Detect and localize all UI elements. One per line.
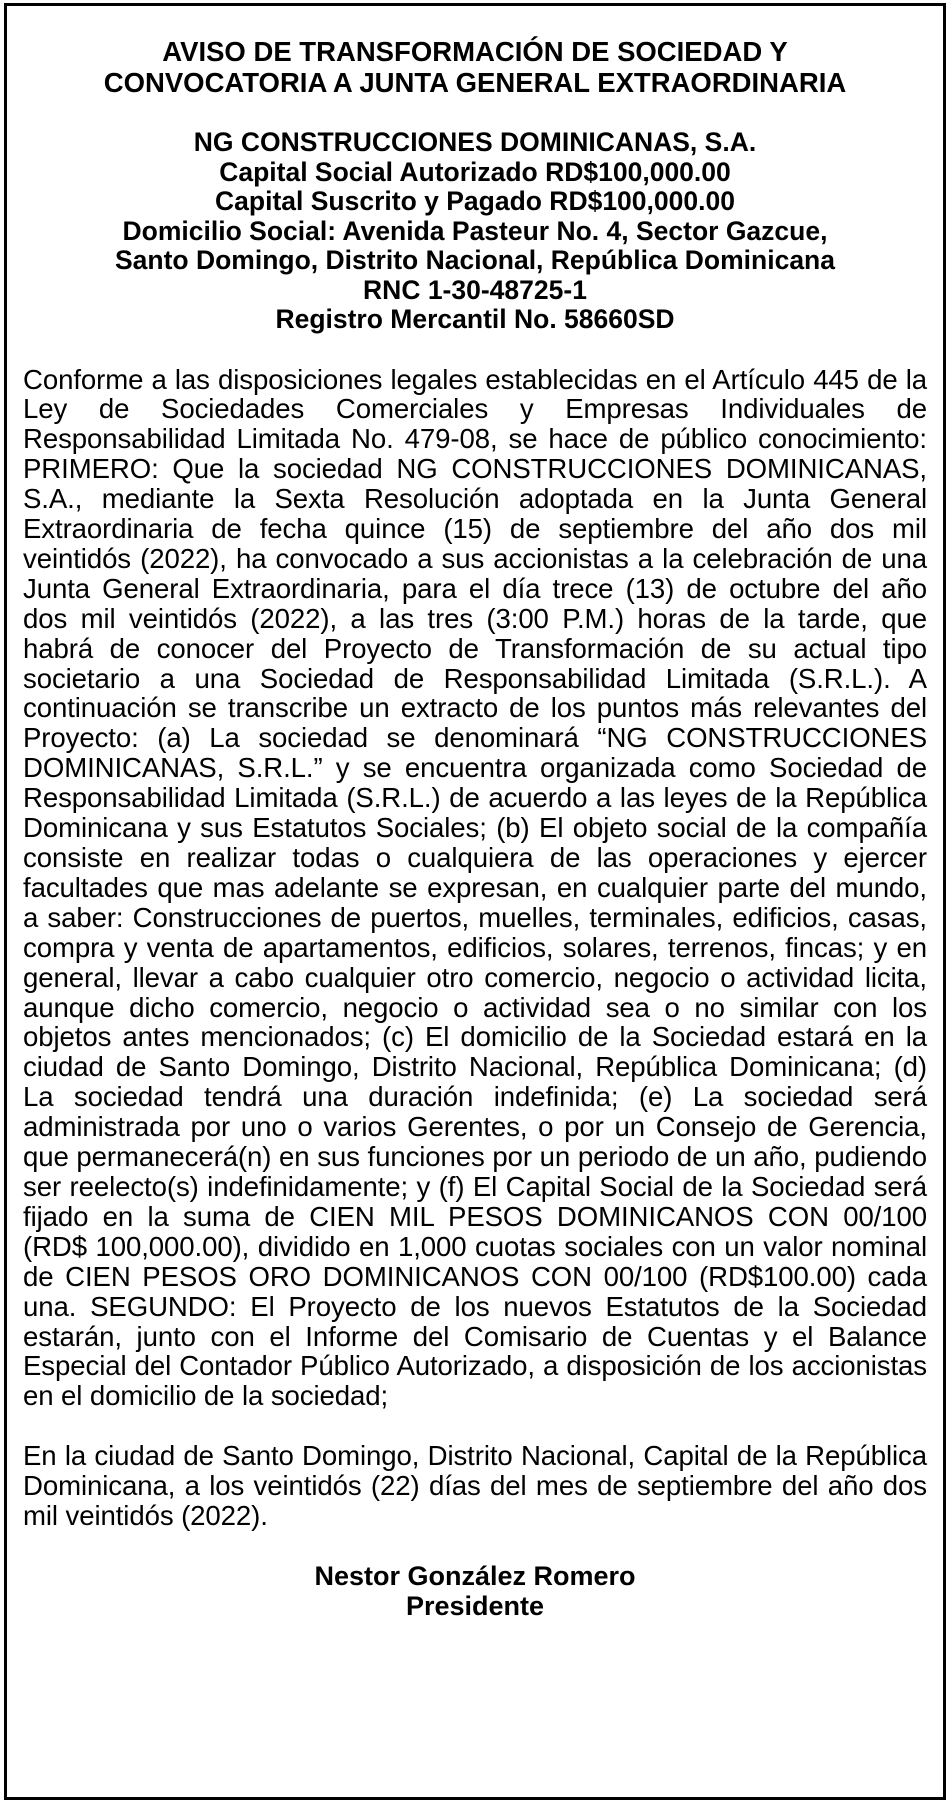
notice-frame bbox=[4, 3, 946, 1800]
notice-content bbox=[23, 36, 927, 1621]
signature-block bbox=[23, 1561, 927, 1621]
notice-title-line-2: CONVOCATORIA A JUNTA GENERAL EXTRAORDINARIA bbox=[103, 67, 847, 98]
signatory-title: Presidente bbox=[405, 1590, 545, 1621]
mercantile-registry: Registro Mercantil No. 58660SD bbox=[275, 304, 675, 334]
company-rnc: RNC 1-30-48725-1 bbox=[363, 274, 587, 305]
notice-title-line-1: AVISO DE TRANSFORMACIÓN DE SOCIEDAD Y bbox=[162, 36, 788, 67]
paid-capital: Capital Suscrito y Pagado RD$100,000.00 bbox=[215, 186, 735, 216]
address-line-2: Santo Domingo, Distrito Nacional, República Dominicana bbox=[114, 245, 835, 275]
authorized-capital: Capital Social Autorizado RD$100,000.00 bbox=[219, 156, 731, 187]
notice-title bbox=[23, 36, 927, 98]
signatory-name: Nestor González Romero bbox=[314, 1560, 636, 1591]
body-paragraph: Conforme a las disposiciones legales establecidas en el Artículo 445 de la Ley de Sociedades Comerciales y Empresas Individuales de Responsabilidad Limitada No. 479-08, se hace de público conocimiento: PRIMERO: Que la sociedad NG CONSTRUCCIONES DOMINICANAS, S.A., mediante la Sexta Resolución adoptada en la Junta General Extraordinaria de fecha quince (15) de septiembre del año dos mil veintidós (2022), ha convocado a sus accionistas a la celebración de una Junta General Extraordinaria, para el día trece (13) de octubre del año dos mil veintidós (2022), a las tres (3:00 P.M.) horas de la tarde, que habrá de conocer del Proyecto de Transformación de su actual tipo societario a una Sociedad de Responsabilidad Limitada (S.R.L.). A continuación se transcribe un extracto de los puntos más relevantes del Proyecto: (a) La sociedad se denominará “NG CONSTRUCCIONES DOMINICANAS, S.R.L.” y se encuentra organizada como Sociedad de Responsabilidad Limitada (S.R.L.) de acuerdo a las leyes de la República Dominicana y sus Estatutos Sociales; (b) El objeto social de la compañía consiste en realizar todas o cualquiera de las operaciones y ejercer facultades que mas adelante se expresan, en cualquier parte del mundo, a saber: Construcciones de puertos, muelles, terminales, edificios, casas, compra y venta de apartamentos, edificios, solares, terrenos, fincas; y en general, llevar a cabo cualquier otro comercio, negocio o actividad licita, aunque dicho comercio, negocio o actividad sea o no similar con los objetos antes mencionados; (c) El domicilio de la Sociedad estará en la ciudad de Santo Domingo, Distrito Nacional, República Dominicana; (d) La sociedad tendrá una duración indefinida; (e) La sociedad será administrada por uno o varios Gerentes, o por un Consejo de Gerencia, que permanecerá(n) en sus funciones por un periodo de un año, pudiendo ser reelecto(s) indefinidamente; y (f) El Capital Social de la Sociedad será fijado en la suma de CIEN MIL PESOS DOMINICANOS CON 00/100 (RD$ 100,000.00), dividido en 1,000 cuotas sociales con un valor nominal de CIEN PESOS ORO DOMINICANOS CON 00/100 (RD$100.00) cada una. SEGUNDO: El Proyecto de los nuevos Estatutos de la Sociedad estarán, junto con el Informe del Comisario de Cuentas y el Balance Especial del Contador Público Autorizado, a disposición de los accionistas en el domicilio de la sociedad; bbox=[23, 363, 927, 1412]
company-name: NG CONSTRUCCIONES DOMINICANAS, S.A. bbox=[193, 127, 757, 157]
closing-paragraph: En la ciudad de Santo Domingo, Distrito Nacional, Capital de la República Dominicana, a los veintidós (22) días del mes de septiembre del año dos mil veintidós (2022). bbox=[23, 1440, 927, 1532]
company-info-block bbox=[23, 128, 927, 335]
address-line-1: Domicilio Social: Avenida Pasteur No. 4, Sector Gazcue, bbox=[122, 215, 828, 246]
